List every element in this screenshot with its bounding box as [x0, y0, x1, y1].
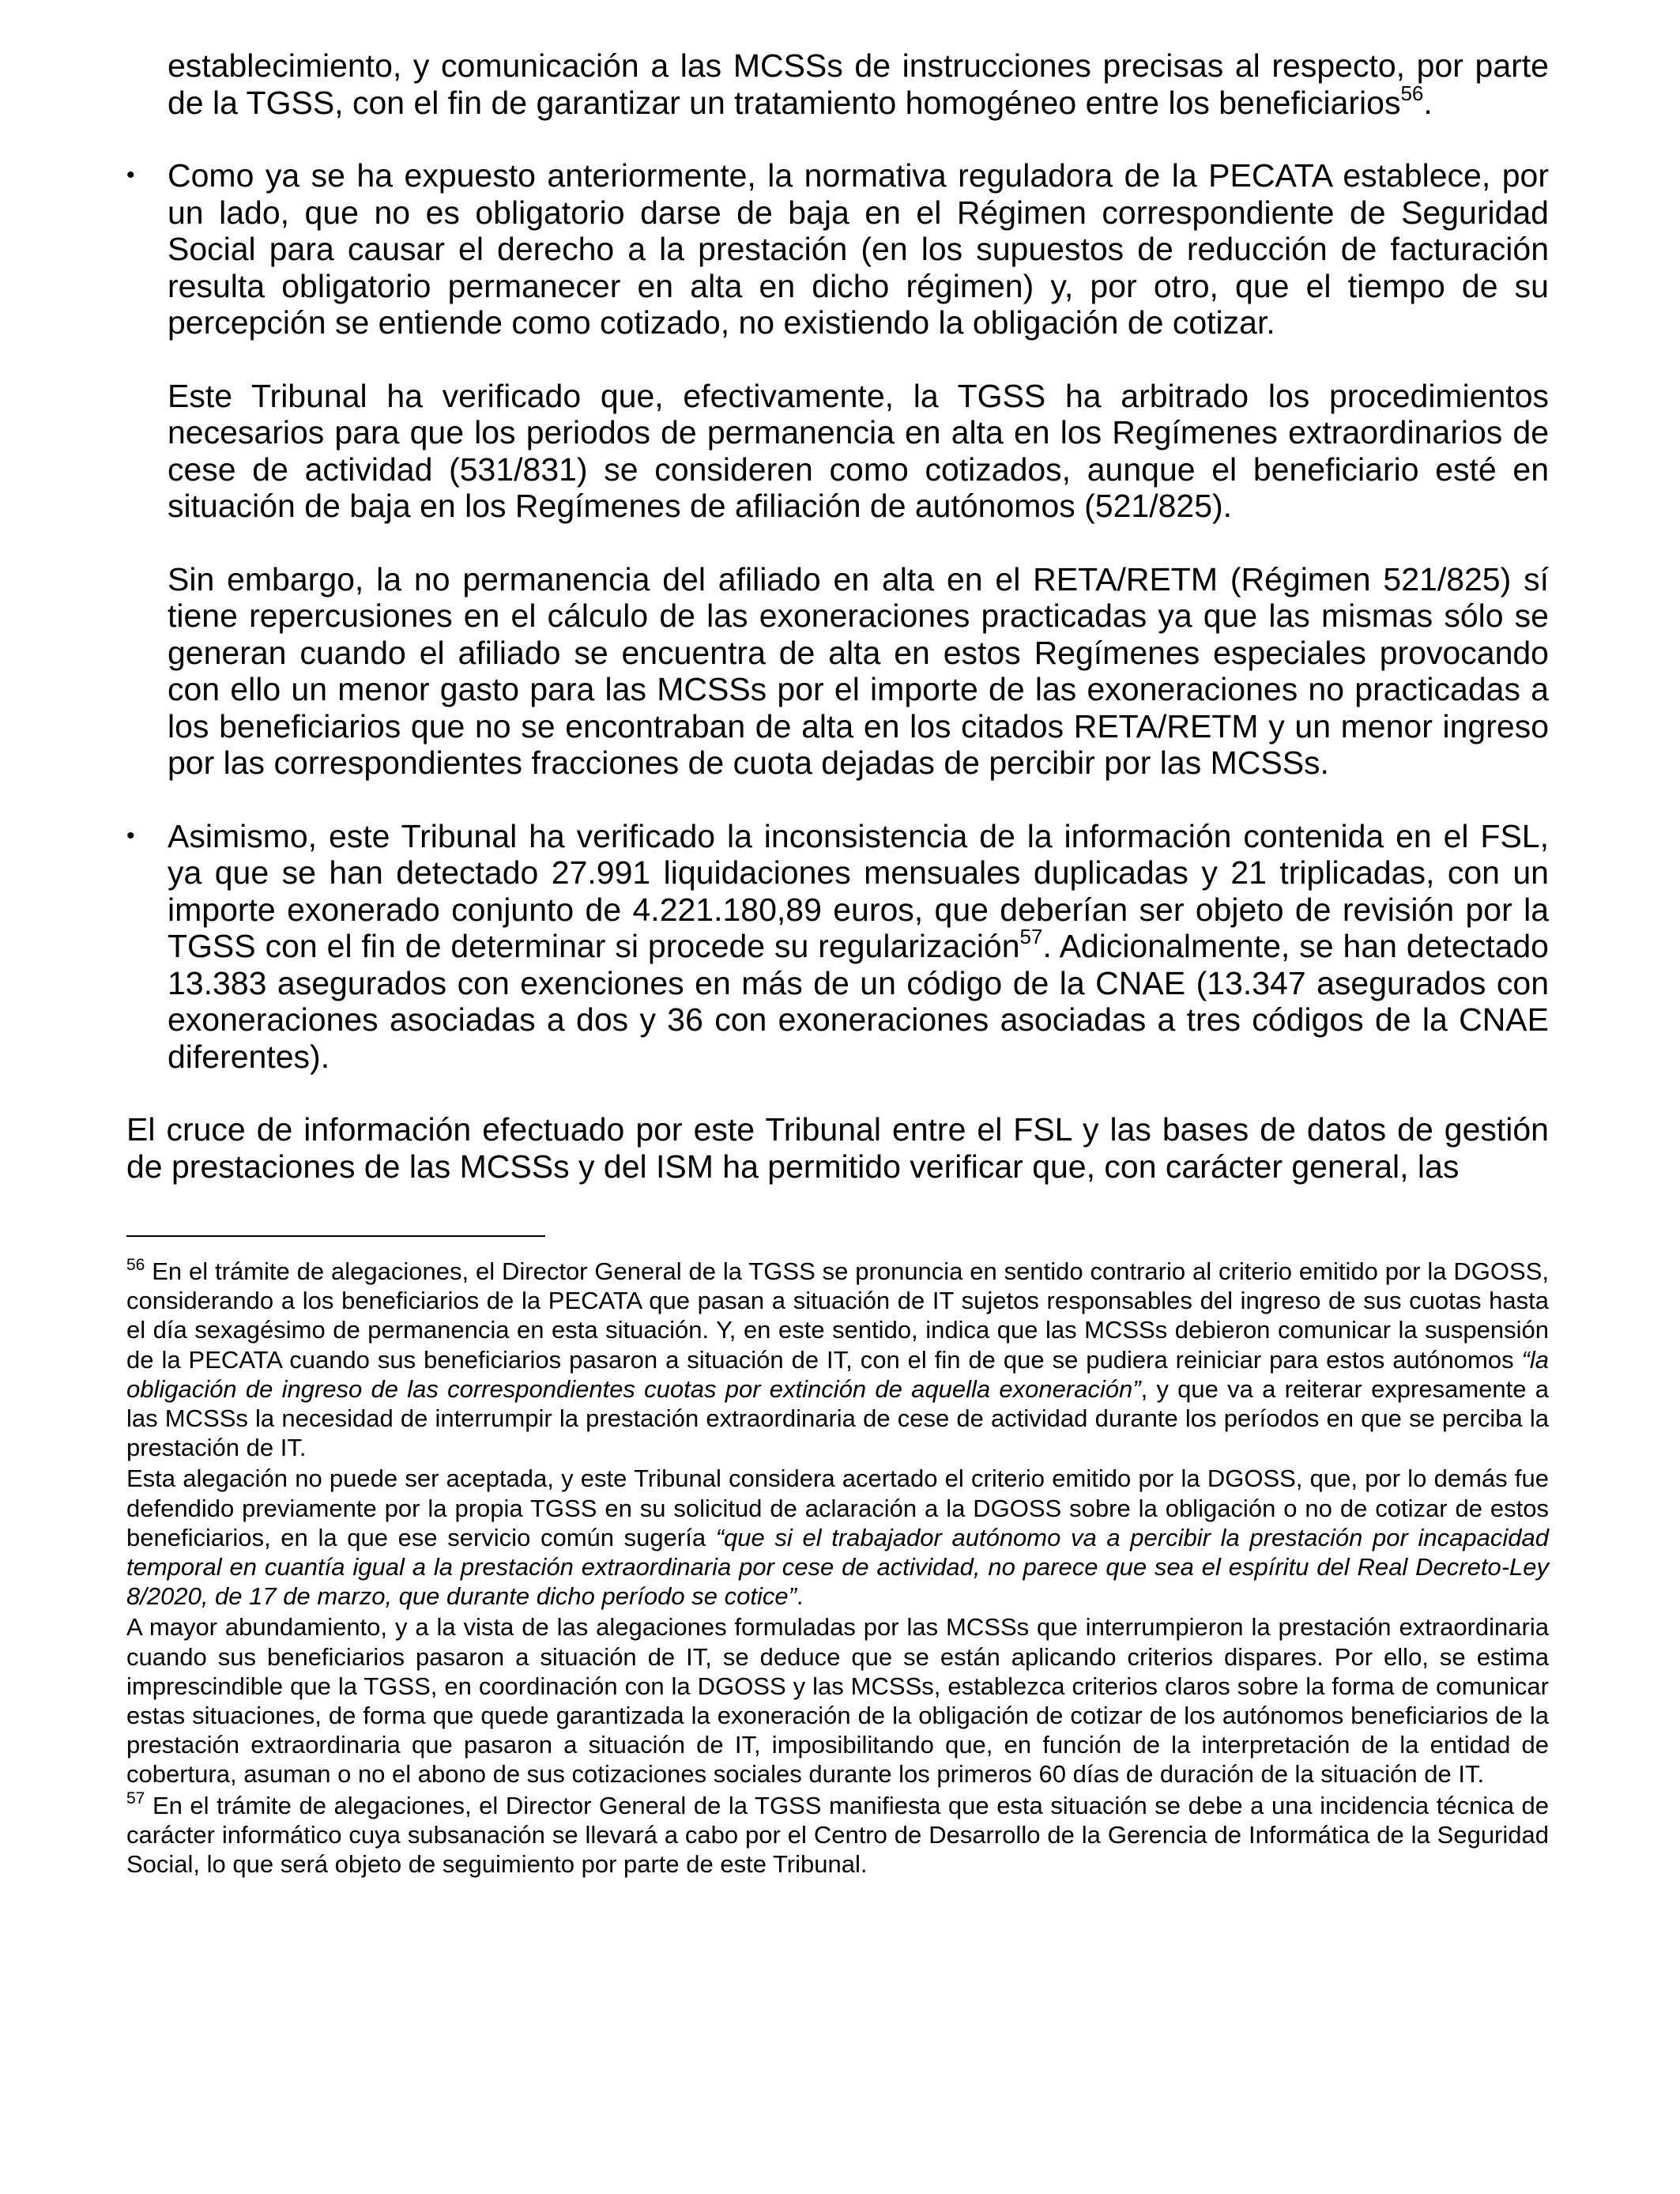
footnote-quote: “que si el trabajador autónomo va a percibir la prestación por incapacidad temporal en cuantía igual a la prestación extraordinaria por cese de actividad, no parece que sea el espíritu del Real Decreto-Ley 8/2020, de 17 de marzo, que durante dicho período se cotice”	[126, 1523, 1549, 1611]
bullet-item	[126, 818, 1549, 1076]
footnote-56-continued	[126, 1464, 1549, 1611]
bullet-icon: •	[126, 162, 135, 188]
footnote-number: 57	[126, 1789, 145, 1808]
footnotes	[126, 1257, 1549, 1880]
footnote-text: , y que va a reiterar expresamente a las MCSSs la necesidad de interrumpir la prestación extraordinaria de cese de actividad durante los períodos en que se perciba la prestación de IT.	[126, 1374, 1550, 1462]
footnote-separator	[126, 1235, 545, 1237]
footnote-ref-57[interactable]: 57	[1019, 925, 1043, 949]
paragraph-text: establecimiento, y comunicación a las MCSSs de instrucciones precisas al respecto, por parte de la TGSS, con el fin de garantizar un tratamiento homogéneo entre los beneficiarios	[168, 47, 1549, 121]
bullet-text: . Adicionalmente, se han detectado 13.383 asegurados con exenciones en más de un código de la CNAE (13.347 asegurados con exoneraciones asociadas a dos y 36 con exoneraciones asociadas a tres códigos de la CNAE diferentes).	[168, 928, 1549, 1075]
footnote-56	[126, 1257, 1549, 1462]
footnote-ref-56[interactable]: 56	[1400, 81, 1424, 105]
bullet-item	[126, 157, 1549, 341]
bullet-icon: •	[126, 822, 135, 849]
footnote-text: En el trámite de alegaciones, el Director General de la TGSS manifiesta que esta situación se debe a una incidencia técnica de carácter informático cuya subsanación se llevará a cabo por el Centro de Desarrollo de la Gerencia de Informática de la Seguridad Social, lo que será objeto de seguimiento por parte de este Tribunal.	[126, 1791, 1549, 1879]
bullet-subparagraph: Este Tribunal ha verificado que, efectivamente, la TGSS ha arbitrado los procedimientos necesarios para que los periodos de permanencia en alta en los Regímenes extraordinarios de cese de actividad (531/831) se consideren como cotizados, aunque el beneficiario esté en situación de baja en los Regímenes de afiliación de autónomos (521/825).	[168, 377, 1549, 524]
bullet-subparagraph: Sin embargo, la no permanencia del afiliado en alta en el RETA/RETM (Régimen 521/825) sí tiene repercusiones en el cálculo de las exoneraciones practicadas ya que las mismas sólo se generan cuando el afiliado se encuentra de alta en estos Regímenes especiales provocando con ello un menor gasto para las MCSSs por el importe de las exoneraciones no practicadas a los beneficiarios que no se encontraban de alta en los citados RETA/RETM y un menor ingreso por las correspondientes fracciones de cuota dejadas de percibir por las MCSSs.	[168, 560, 1549, 781]
footnote-text: .	[796, 1582, 804, 1611]
footnote-text: En el trámite de alegaciones, el Director General de la TGSS se pronuncia en sentido contrario al criterio emitido por la DGOSS, considerando a los beneficiarios de la PECATA que pasan a situación de IT sujetos responsables del ingreso de sus cuotas hasta el día sexagésimo de permanencia en esta situación. Y, en este sentido, indica que las MCSSs debieron comunicar la suspensión de la PECATA cuando sus beneficiarios pasaron a situación de IT, con el fin de que se pudiera reiniciar para estos autónomos	[126, 1257, 1549, 1374]
footnote-number: 56	[126, 1255, 145, 1274]
main-text	[126, 47, 1549, 1185]
footnote-56-continued: A mayor abundamiento, y a la vista de las alegaciones formuladas por las MCSSs que interrumpieron la prestación extraordinaria cuando sus beneficiarios pasaron a situación de IT, se deduce que se están aplicando criterios dispares. Por ello, se estima imprescindible que la TGSS, en coordinación con la DGOSS y las MCSSs, establezca criterios claros sobre la forma de comunicar estas situaciones, de forma que quede garantizada la exoneración de la obligación de cotizar de los autónomos beneficiarios de la prestación extraordinaria que pasaron a situación de IT, imposibilitando que, en función de la interpretación de la entidad de cobertura, asuman o no el abono de sus cotizaciones sociales durante los primeros 60 días de duración de la situación de IT.	[126, 1613, 1549, 1789]
continued-paragraph	[126, 47, 1549, 121]
body-paragraph: El cruce de información efectuado por este Tribunal entre el FSL y las bases de datos de gestión de prestaciones de las MCSSs y del ISM ha permitido verificar que, con carácter general, las	[126, 1111, 1549, 1185]
bullet-text: Como ya se ha expuesto anteriormente, la normativa reguladora de la PECATA establece, por un lado, que no es obligatorio darse de baja en el Régimen correspondiente de Seguridad Social para causar el derecho a la prestación (en los supuestos de reducción de facturación resulta obligatorio permanecer en alta en dicho régimen) y, por otro, que el tiempo de su percepción se entiende como cotizado, no existiendo la obligación de cotizar.	[168, 157, 1549, 341]
bullet-text: Asimismo, este Tribunal ha verificado la inconsistencia de la información contenida en el FSL, ya que se han detectado 27.991 liquidaciones mensuales duplicadas y 21 triplicadas, con un importe exonerado conjunto de 4.221.180,89 euros, que deberían ser objeto de revisión por la TGSS con el fin de determinar si procede su regularización	[168, 817, 1549, 964]
paragraph-text: .	[1423, 84, 1433, 121]
footnote-57	[126, 1791, 1549, 1879]
footnote-quote: “la obligación de ingreso de las correspondientes cuotas por extinción de aquella exoneración”	[126, 1345, 1549, 1403]
footnote-text: Esta alegación no puede ser aceptada, y este Tribunal considera acertado el criterio emitido por la DGOSS, que, por lo demás fue defendido previamente por la propia TGSS en su solicitud de aclaración a la DGOSS sobre la obligación o no de cotizar de estos beneficiarios, en la que ese servicio común sugería	[126, 1465, 1549, 1551]
